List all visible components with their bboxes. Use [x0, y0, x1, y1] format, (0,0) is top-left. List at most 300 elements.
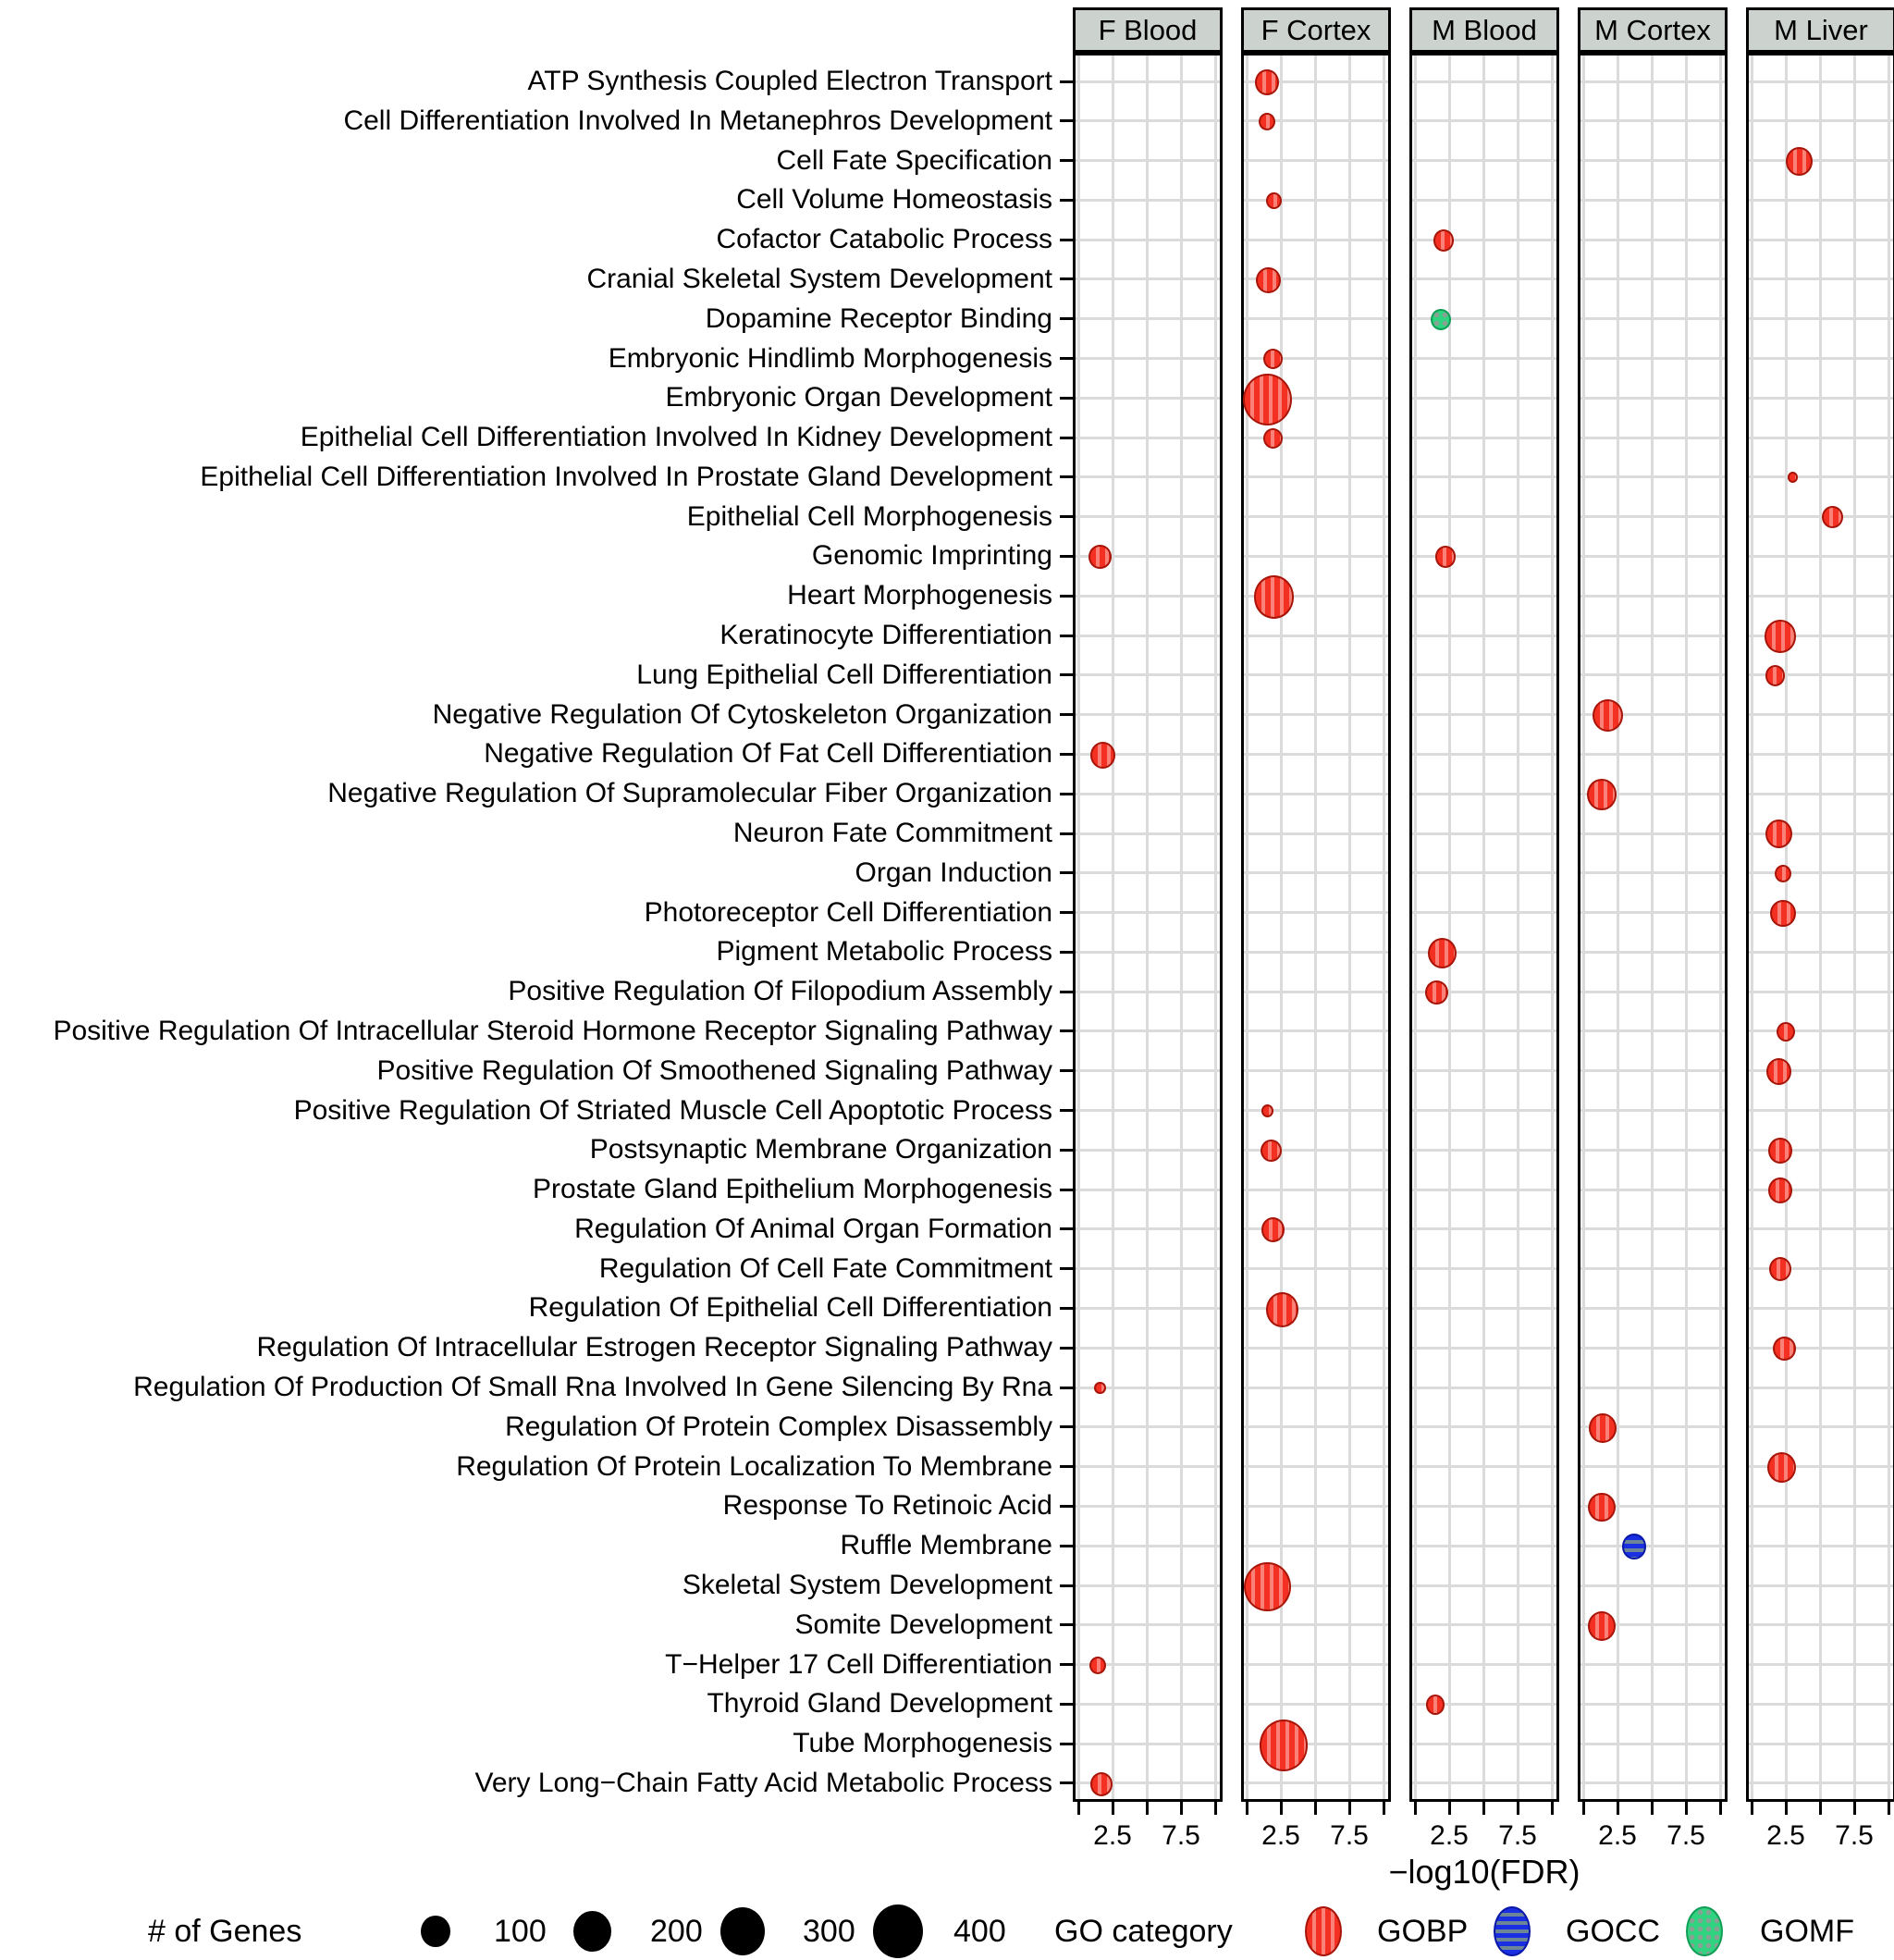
chart-dot: [1090, 742, 1115, 769]
size-legend-value: 300: [803, 1914, 855, 1949]
chart-dot: [1090, 1772, 1113, 1796]
term-label: Cell Differentiation Involved In Metanephros Development: [343, 105, 1052, 136]
horizontal-gridline: [1412, 475, 1556, 478]
y-axis-tick: [1060, 991, 1073, 993]
chart-dot: [1088, 545, 1111, 569]
horizontal-gridline: [1580, 437, 1725, 439]
chart-dot: [1089, 1657, 1106, 1674]
term-label: Response To Retinoic Acid: [722, 1490, 1052, 1522]
horizontal-gridline: [1580, 1149, 1725, 1152]
horizontal-gridline: [1076, 991, 1220, 993]
horizontal-gridline: [1580, 635, 1725, 637]
horizontal-gridline: [1076, 871, 1220, 874]
chart-dot: [1266, 1292, 1299, 1327]
horizontal-gridline: [1244, 793, 1388, 795]
y-axis-tick: [1060, 1347, 1073, 1350]
horizontal-gridline: [1412, 397, 1556, 400]
term-label: T−Helper 17 Cell Differentiation: [665, 1648, 1052, 1680]
chart-dot: [1260, 1720, 1309, 1771]
horizontal-gridline: [1076, 1623, 1220, 1626]
y-axis-tick: [1060, 1545, 1073, 1547]
horizontal-gridline: [1749, 1347, 1893, 1350]
chart-dot: [1431, 309, 1451, 330]
y-axis-tick: [1060, 1227, 1073, 1230]
horizontal-gridline: [1749, 1307, 1893, 1310]
horizontal-gridline: [1412, 199, 1556, 202]
horizontal-gridline: [1749, 515, 1893, 518]
horizontal-gridline: [1749, 1584, 1893, 1587]
chart-dot: [1263, 428, 1283, 449]
facet-strip: F Cortex: [1241, 7, 1391, 53]
y-axis-tick: [1060, 80, 1073, 83]
chart-dot: [1425, 980, 1447, 1005]
horizontal-gridline: [1412, 1425, 1556, 1428]
x-axis-tick: [1280, 1802, 1283, 1815]
horizontal-gridline: [1412, 1347, 1556, 1350]
horizontal-gridline: [1749, 1505, 1893, 1508]
horizontal-gridline: [1749, 871, 1893, 874]
horizontal-gridline: [1076, 397, 1220, 400]
horizontal-gridline: [1076, 1347, 1220, 1350]
horizontal-gridline: [1749, 713, 1893, 716]
horizontal-gridline: [1076, 713, 1220, 716]
horizontal-gridline: [1580, 1545, 1725, 1547]
horizontal-gridline: [1412, 595, 1556, 598]
x-tick-label: 2.5: [1093, 1820, 1132, 1851]
horizontal-gridline: [1412, 1189, 1556, 1191]
horizontal-gridline: [1244, 753, 1388, 756]
term-label: Genomic Imprinting: [811, 540, 1052, 572]
term-label: Neuron Fate Commitment: [732, 818, 1052, 848]
horizontal-gridline: [1412, 119, 1556, 122]
term-label: Cofactor Catabolic Process: [716, 224, 1052, 255]
horizontal-gridline: [1412, 871, 1556, 874]
horizontal-gridline: [1580, 239, 1725, 241]
horizontal-gridline: [1580, 991, 1725, 993]
horizontal-gridline: [1580, 832, 1725, 835]
term-label: Thyroid Gland Development: [707, 1688, 1052, 1720]
chart-dot: [1261, 1217, 1285, 1242]
horizontal-gridline: [1244, 1189, 1388, 1191]
chart-dot: [1773, 1337, 1795, 1361]
horizontal-gridline: [1749, 1109, 1893, 1112]
term-label: Regulation Of Protein Complex Disassembly: [505, 1411, 1052, 1442]
y-axis-tick: [1060, 1623, 1073, 1626]
chart-dot: [1255, 69, 1279, 94]
horizontal-gridline: [1749, 239, 1893, 241]
horizontal-gridline: [1412, 1307, 1556, 1310]
horizontal-gridline: [1749, 595, 1893, 598]
chart-dot: [1261, 1104, 1273, 1117]
horizontal-gridline: [1244, 555, 1388, 558]
horizontal-gridline: [1580, 1781, 1725, 1784]
horizontal-gridline: [1244, 1069, 1388, 1072]
horizontal-gridline: [1244, 1029, 1388, 1032]
y-axis-tick: [1060, 1703, 1073, 1706]
x-axis-tick: [1146, 1802, 1149, 1815]
x-axis-tick: [1819, 1802, 1822, 1815]
horizontal-gridline: [1412, 357, 1556, 360]
horizontal-gridline: [1412, 277, 1556, 280]
y-axis-tick: [1060, 1109, 1073, 1112]
y-axis-tick: [1060, 1781, 1073, 1784]
horizontal-gridline: [1076, 1109, 1220, 1112]
term-label: Pigment Metabolic Process: [716, 936, 1052, 968]
term-label: Skeletal System Development: [682, 1570, 1052, 1601]
y-axis-tick: [1060, 1189, 1073, 1191]
horizontal-gridline: [1244, 635, 1388, 637]
horizontal-gridline: [1412, 515, 1556, 518]
horizontal-gridline: [1076, 1189, 1220, 1191]
horizontal-gridline: [1412, 1387, 1556, 1389]
x-tick-label: 7.5: [1498, 1820, 1537, 1851]
term-label: Heart Morphogenesis: [787, 580, 1052, 611]
horizontal-gridline: [1412, 1505, 1556, 1508]
horizontal-gridline: [1749, 397, 1893, 400]
x-tick-label: 2.5: [1261, 1820, 1300, 1851]
horizontal-gridline: [1580, 277, 1725, 280]
horizontal-gridline: [1244, 832, 1388, 835]
facet-panel: [1241, 53, 1391, 1802]
horizontal-gridline: [1244, 1387, 1388, 1389]
horizontal-gridline: [1749, 475, 1893, 478]
x-tick-label: 2.5: [1766, 1820, 1805, 1851]
horizontal-gridline: [1580, 475, 1725, 478]
horizontal-gridline: [1076, 1307, 1220, 1310]
term-label: Regulation Of Animal Organ Formation: [574, 1213, 1052, 1244]
horizontal-gridline: [1076, 911, 1220, 914]
horizontal-gridline: [1076, 1149, 1220, 1152]
horizontal-gridline: [1749, 199, 1893, 202]
chart-dot: [1259, 113, 1275, 130]
chart-dot: [1765, 665, 1785, 685]
horizontal-gridline: [1412, 1267, 1556, 1270]
horizontal-gridline: [1076, 1545, 1220, 1547]
horizontal-gridline: [1412, 1623, 1556, 1626]
y-axis-tick: [1060, 119, 1073, 122]
horizontal-gridline: [1076, 793, 1220, 795]
horizontal-gridline: [1412, 1743, 1556, 1745]
horizontal-gridline: [1749, 1545, 1893, 1547]
horizontal-gridline: [1580, 1387, 1725, 1389]
y-axis-tick: [1060, 1029, 1073, 1032]
horizontal-gridline: [1580, 1307, 1725, 1310]
chart-dot: [1622, 1534, 1646, 1559]
y-axis-tick: [1060, 1465, 1073, 1468]
term-label: Negative Regulation Of Cytoskeleton Organization: [432, 698, 1052, 730]
size-legend-value: 200: [650, 1914, 703, 1949]
term-label: Cell Fate Specification: [776, 144, 1052, 176]
y-axis-tick: [1060, 673, 1073, 676]
x-axis-tick: [1853, 1802, 1856, 1815]
horizontal-gridline: [1749, 1387, 1893, 1389]
x-axis-title: −log10(FDR): [1388, 1853, 1580, 1891]
term-label: ATP Synthesis Coupled Electron Transport: [527, 66, 1052, 96]
x-axis-tick: [1751, 1802, 1753, 1815]
horizontal-gridline: [1580, 871, 1725, 874]
horizontal-gridline: [1749, 1029, 1893, 1032]
y-axis-tick: [1060, 317, 1073, 320]
horizontal-gridline: [1076, 515, 1220, 518]
category-legend-label: GOBP: [1377, 1914, 1469, 1949]
horizontal-gridline: [1244, 1505, 1388, 1508]
chart-dot: [1263, 349, 1283, 369]
x-axis-tick: [1685, 1802, 1688, 1815]
y-axis-tick: [1060, 793, 1073, 795]
term-label: Tube Morphogenesis: [793, 1728, 1052, 1759]
horizontal-gridline: [1412, 793, 1556, 795]
x-tick-label: 7.5: [1666, 1820, 1705, 1851]
size-legend-circle: [873, 1905, 923, 1958]
horizontal-gridline: [1076, 1743, 1220, 1745]
y-axis-tick: [1060, 1584, 1073, 1587]
horizontal-gridline: [1580, 1029, 1725, 1032]
chart-dot: [1588, 1493, 1616, 1522]
y-axis-tick: [1060, 397, 1073, 400]
chart-dot: [1766, 1058, 1791, 1085]
horizontal-gridline: [1580, 1465, 1725, 1468]
y-axis-tick: [1060, 239, 1073, 241]
horizontal-gridline: [1076, 595, 1220, 598]
horizontal-gridline: [1244, 1425, 1388, 1428]
x-axis-tick: [1651, 1802, 1654, 1815]
x-axis-tick: [1383, 1802, 1385, 1815]
facet-strip: M Liver: [1746, 7, 1894, 53]
gomf-legend-glyph: [1686, 1906, 1723, 1956]
chart-dot: [1435, 546, 1456, 567]
horizontal-gridline: [1412, 159, 1556, 162]
horizontal-gridline: [1749, 357, 1893, 360]
horizontal-gridline: [1412, 1465, 1556, 1468]
term-label: Photoreceptor Cell Differentiation: [644, 896, 1052, 928]
horizontal-gridline: [1244, 713, 1388, 716]
horizontal-gridline: [1580, 1109, 1725, 1112]
chart-dot: [1261, 1140, 1282, 1162]
horizontal-gridline: [1076, 673, 1220, 676]
y-axis-tick: [1060, 713, 1073, 716]
y-axis-tick: [1060, 159, 1073, 162]
horizontal-gridline: [1580, 1227, 1725, 1230]
horizontal-gridline: [1244, 1465, 1388, 1468]
facet-strip: M Cortex: [1578, 7, 1728, 53]
chart-dot: [1768, 1177, 1792, 1202]
horizontal-gridline: [1412, 673, 1556, 676]
horizontal-gridline: [1412, 713, 1556, 716]
x-axis-tick: [1517, 1802, 1519, 1815]
horizontal-gridline: [1244, 1545, 1388, 1547]
chart-dot: [1593, 699, 1623, 732]
size-legend-value: 100: [494, 1914, 547, 1949]
horizontal-gridline: [1076, 1029, 1220, 1032]
horizontal-gridline: [1412, 1227, 1556, 1230]
horizontal-gridline: [1076, 832, 1220, 835]
x-axis-tick: [1482, 1802, 1485, 1815]
y-axis-tick: [1060, 1149, 1073, 1152]
term-label: Postsynaptic Membrane Organization: [589, 1134, 1052, 1165]
y-axis-tick: [1060, 753, 1073, 756]
horizontal-gridline: [1076, 1505, 1220, 1508]
term-label: Very Long−Chain Fatty Acid Metabolic Process: [474, 1767, 1052, 1798]
y-axis-tick: [1060, 832, 1073, 835]
y-axis-tick: [1060, 515, 1073, 518]
horizontal-gridline: [1076, 1703, 1220, 1706]
horizontal-gridline: [1244, 871, 1388, 874]
horizontal-gridline: [1244, 475, 1388, 478]
horizontal-gridline: [1749, 1663, 1893, 1666]
horizontal-gridline: [1580, 397, 1725, 400]
horizontal-gridline: [1412, 80, 1556, 83]
horizontal-gridline: [1412, 1029, 1556, 1032]
horizontal-gridline: [1580, 1347, 1725, 1350]
term-label: Negative Regulation Of Fat Cell Differentiation: [484, 738, 1052, 770]
x-axis-tick: [1180, 1802, 1183, 1815]
horizontal-gridline: [1076, 1227, 1220, 1230]
term-label: Lung Epithelial Cell Differentiation: [636, 659, 1052, 690]
horizontal-gridline: [1580, 951, 1725, 954]
chart-dot: [1589, 1413, 1617, 1443]
chart-dot: [1254, 575, 1295, 618]
y-axis-tick: [1060, 1505, 1073, 1508]
size-legend-circle: [720, 1907, 765, 1955]
horizontal-gridline: [1412, 437, 1556, 439]
horizontal-gridline: [1076, 239, 1220, 241]
horizontal-gridline: [1244, 1623, 1388, 1626]
horizontal-gridline: [1749, 1743, 1893, 1745]
x-axis-tick: [1077, 1802, 1080, 1815]
horizontal-gridline: [1412, 1545, 1556, 1547]
y-axis-tick: [1060, 1743, 1073, 1745]
y-axis-tick: [1060, 951, 1073, 954]
x-axis-tick: [1414, 1802, 1417, 1815]
horizontal-gridline: [1580, 1743, 1725, 1745]
y-axis-tick: [1060, 199, 1073, 202]
horizontal-gridline: [1749, 1703, 1893, 1706]
horizontal-gridline: [1076, 357, 1220, 360]
chart-dot: [1770, 900, 1795, 927]
horizontal-gridline: [1076, 1584, 1220, 1587]
horizontal-gridline: [1412, 1663, 1556, 1666]
horizontal-gridline: [1244, 159, 1388, 162]
size-legend-title: # of Genes: [148, 1914, 302, 1949]
term-label: Embryonic Hindlimb Morphogenesis: [608, 342, 1052, 374]
horizontal-gridline: [1244, 239, 1388, 241]
horizontal-gridline: [1076, 317, 1220, 320]
horizontal-gridline: [1412, 1584, 1556, 1587]
y-axis-tick: [1060, 1267, 1073, 1270]
horizontal-gridline: [1076, 1267, 1220, 1270]
facet-panel: [1746, 53, 1894, 1802]
horizontal-gridline: [1076, 199, 1220, 202]
facet-panel: [1578, 53, 1728, 1802]
term-label: Somite Development: [794, 1609, 1052, 1640]
horizontal-gridline: [1749, 317, 1893, 320]
horizontal-gridline: [1412, 1149, 1556, 1152]
horizontal-gridline: [1580, 159, 1725, 162]
horizontal-gridline: [1076, 1069, 1220, 1072]
horizontal-gridline: [1412, 832, 1556, 835]
horizontal-gridline: [1076, 119, 1220, 122]
y-axis-tick: [1060, 911, 1073, 914]
horizontal-gridline: [1244, 317, 1388, 320]
facet-panel: [1073, 53, 1223, 1802]
horizontal-gridline: [1749, 437, 1893, 439]
x-axis-tick: [1551, 1802, 1554, 1815]
horizontal-gridline: [1580, 1189, 1725, 1191]
horizontal-gridline: [1580, 1069, 1725, 1072]
size-legend-value: 400: [953, 1914, 1006, 1949]
term-label: Positive Regulation Of Filopodium Assembly: [508, 976, 1052, 1007]
y-axis-tick: [1060, 1069, 1073, 1072]
horizontal-gridline: [1580, 119, 1725, 122]
horizontal-gridline: [1580, 911, 1725, 914]
term-label: Cell Volume Homeostasis: [736, 184, 1052, 216]
y-axis-tick: [1060, 595, 1073, 598]
term-label: Dopamine Receptor Binding: [705, 302, 1052, 334]
term-label: Cranial Skeletal System Development: [586, 263, 1052, 294]
term-label: Epithelial Cell Differentiation Involved In Kidney Development: [300, 422, 1052, 453]
term-label: Keratinocyte Differentiation: [719, 620, 1052, 651]
term-label: Regulation Of Epithelial Cell Differentiation: [528, 1292, 1052, 1324]
horizontal-gridline: [1580, 317, 1725, 320]
x-axis-tick: [1348, 1802, 1351, 1815]
horizontal-gridline: [1244, 1267, 1388, 1270]
term-label: Epithelial Cell Differentiation Involved In Prostate Gland Development: [200, 461, 1052, 492]
term-label: Positive Regulation Of Intracellular Steroid Hormone Receptor Signaling Pathway: [53, 1015, 1052, 1046]
horizontal-gridline: [1749, 1623, 1893, 1626]
horizontal-gridline: [1412, 753, 1556, 756]
chart-dot: [1244, 1562, 1291, 1612]
term-label: Epithelial Cell Morphogenesis: [686, 500, 1052, 532]
horizontal-gridline: [1580, 357, 1725, 360]
y-axis-tick: [1060, 357, 1073, 360]
chart-dot: [1588, 1611, 1616, 1641]
term-label: Embryonic Organ Development: [665, 382, 1052, 413]
x-axis-tick: [1214, 1802, 1217, 1815]
horizontal-gridline: [1076, 80, 1220, 83]
horizontal-gridline: [1076, 159, 1220, 162]
y-axis-tick: [1060, 1663, 1073, 1666]
term-label: Regulation Of Production Of Small Rna Involved In Gene Silencing By Rna: [133, 1372, 1052, 1403]
x-axis-tick: [1617, 1802, 1619, 1815]
horizontal-gridline: [1580, 1703, 1725, 1706]
horizontal-gridline: [1749, 951, 1893, 954]
y-axis-tick: [1060, 1425, 1073, 1428]
category-legend-label: GOCC: [1566, 1914, 1660, 1949]
horizontal-gridline: [1580, 80, 1725, 83]
horizontal-gridline: [1749, 991, 1893, 993]
horizontal-gridline: [1749, 753, 1893, 756]
facet-strip: F Blood: [1073, 7, 1223, 53]
horizontal-gridline: [1076, 475, 1220, 478]
y-axis-tick: [1060, 871, 1073, 874]
horizontal-gridline: [1580, 199, 1725, 202]
horizontal-gridline: [1244, 515, 1388, 518]
size-legend-circle: [573, 1911, 611, 1952]
x-tick-label: 7.5: [1162, 1820, 1200, 1851]
horizontal-gridline: [1244, 951, 1388, 954]
horizontal-gridline: [1076, 951, 1220, 954]
category-legend-title: GO category: [1054, 1914, 1233, 1949]
chart-dot: [1775, 865, 1791, 882]
horizontal-gridline: [1244, 911, 1388, 914]
horizontal-gridline: [1580, 1267, 1725, 1270]
y-axis-tick: [1060, 1387, 1073, 1389]
term-label: Regulation Of Protein Localization To Membrane: [456, 1450, 1052, 1482]
gocc-legend-glyph: [1494, 1906, 1531, 1956]
x-tick-label: 2.5: [1598, 1820, 1637, 1851]
horizontal-gridline: [1076, 1465, 1220, 1468]
x-axis-tick: [1314, 1802, 1317, 1815]
